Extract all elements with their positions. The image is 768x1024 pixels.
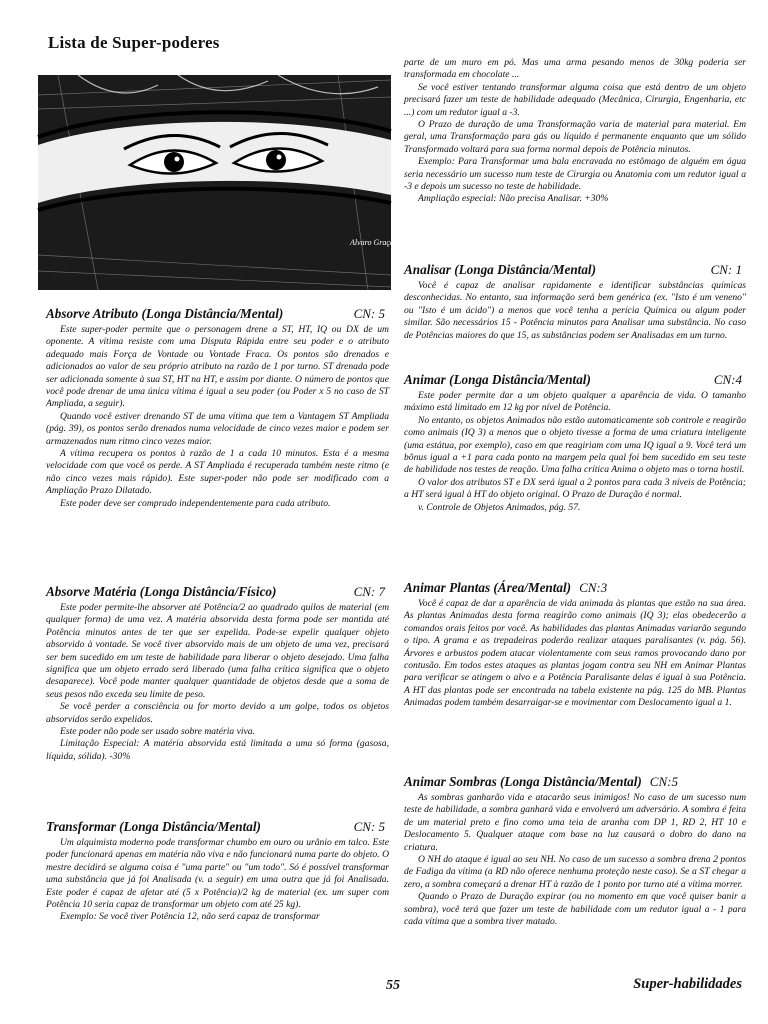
masked-eyes-drawing bbox=[38, 75, 404, 290]
entry-paragraph: Exemplo: Se você tiver Potência 12, não será capaz de transformar bbox=[60, 911, 320, 923]
entry-absorve-materia bbox=[46, 584, 389, 763]
continuation-paragraph: Exemplo: Para Transformar uma bala encravada no estômago de alguém em água seria necessário um sucesso num teste de Cirurgia ou Anatomia com um redutor igual a -3 e depois um sucesso no teste de habilidade. bbox=[404, 156, 746, 193]
entry-cn: CN:4 bbox=[713, 372, 742, 387]
entry-cn: CN: 5 bbox=[353, 819, 385, 834]
entry-animar-sombras bbox=[404, 774, 746, 928]
continuation-paragraph: O Prazo de duração de uma Transformação varia de material para material. Em geral, uma Transformação para gás ou líquido é permanente enquanto que um sólido Transformado voltará para sua forma normal depois de Potência minutos. bbox=[404, 119, 746, 155]
entry-paragraph: Quando o Prazo de Duração expirar (ou no momento em que você quiser banir a sombra), você terá que fazer um teste de habilidade com um redutor igual a - 1 para cada vítima que a sombra tiver matado. bbox=[404, 891, 746, 928]
comic-eyes-illustration bbox=[38, 75, 404, 290]
entry-paragraph: Se você perder a consciência ou for morto devido a um golpe, todos os objetos absorvidos serão expelidos. bbox=[46, 701, 389, 725]
page-header: Lista de Super-poderes bbox=[48, 33, 220, 52]
entry-animar-plantas bbox=[404, 580, 746, 710]
entry-paragraph: No entanto, os objetos Animados não estão automaticamente sob controle e reagirão como animais (IQ 3) a menos que o objeto tivesse a forma de uma criatura inteligente (uma estátua, por exemplo), caso em que reagiriam com uma IQ igual a 9. Você terá um bônus igual a +1 para cada ponto na margem pela qual foi bem sucedido em seu teste de habilidade nos testes de reação. Uma falha crítica Anima o objeto mas o torna hostil. bbox=[404, 414, 746, 476]
entry-paragraph: v. Controle de Objetos Animados, pág. 57. bbox=[418, 501, 581, 513]
entry-paragraph: Este poder deve ser comprado independentemente para cada atributo. bbox=[60, 497, 331, 509]
entry-title: Animar (Longa Distância/Mental) bbox=[404, 372, 591, 387]
entry-title: Animar Sombras (Longa Distância/Mental) bbox=[404, 774, 642, 789]
entry-paragraph: Quando você estiver drenando ST de uma vítima que tem a Vantagem ST Ampliada (pág. 39), os pontos serão drenados numa velocidade de cinco vezes maior e podem ser armazenados num ritmo cinco vezes maior. bbox=[46, 410, 389, 447]
entry-absorve-atributo bbox=[46, 306, 389, 510]
entry-paragraph: O valor dos atributos ST e DX será igual a 2 pontos para cada 3 níveis de Potência; a HT será igual à HT do objeto original. O Prazo de Duração é normal. bbox=[404, 476, 746, 501]
entry-title: Absorve Atributo (Longa Distância/Mental) bbox=[46, 306, 284, 321]
running-title: Super-habilidades bbox=[633, 976, 742, 992]
entry-paragraph: Este poder permite-lhe absorver até Potência/2 ao quadrado quilos de material (em qualquer forma) de uma vez. A matéria absorvida desta forma pode ser mantida até Potência minutos antes de ter que ser expelida. Pode-se expelir qualquer objeto absorvido à vontade. Se você tiver absorvido mais de um objeto de uma vez, precisará ser bem sucedido em um teste de habilidade para liberar o objeto desejado. Uma falha significa que um objeto errado será liberado (uma falha crítica significa que o objeto desaparece). Você pode manter qualquer quantidade de objetos desde que a soma de seus pesos não exceda seu limite de peso. bbox=[46, 602, 389, 700]
continuation-paragraph: parte de um muro em pó. Mas uma arma pesando menos de 30kg poderia ser transformada em chocolate ... bbox=[404, 57, 746, 81]
entry-transformar bbox=[46, 819, 389, 924]
entry-paragraph: O NH do ataque é igual ao seu NH. No caso de um sucesso a sombra drena 2 pontos de Fadiga da vítima (a RD não oferece nenhuma proteção neste caso). Se a ST chegar a zero, a sombra começará a drenar HT à razão de 1 ponto por turno até a vítima morrer. bbox=[404, 854, 746, 890]
transformar-continuation bbox=[404, 57, 746, 206]
entry-paragraph: Você é capaz de analisar rapidamente e identificar substâncias químicas desconhecidas. No entanto, sua informação será bem genérica (ex. "Isto é um veneno" ou "Isto é um ácido") a menos que você tenha a perícia Química ou algum poder similar. São necessários 15 - Potência minutos para Analisar uma substância. No caso de Potências maiores do que 15, as substâncias podem ser Analisadas em um turno. bbox=[404, 280, 746, 341]
page-number: 55 bbox=[386, 978, 400, 993]
entry-paragraph: Este poder permite dar a um objeto qualquer a aparência de vida. O tamanho máximo está limitado em 12 kg por nível de Potência. bbox=[404, 390, 746, 414]
entry-analisar bbox=[404, 262, 746, 342]
entry-title: Analisar (Longa Distância/Mental) bbox=[404, 262, 596, 277]
entry-title: Animar Plantas (Área/Mental) bbox=[404, 580, 572, 595]
entry-cn: CN: 5 bbox=[353, 306, 385, 321]
entry-cn: CN:3 bbox=[579, 580, 608, 595]
entry-paragraph: Este poder não pode ser usado sobre matéria viva. bbox=[60, 726, 255, 738]
entry-animar bbox=[404, 372, 746, 514]
continuation-paragraph: Se você estiver tentando transformar alguma coisa que está dentro de um objeto precisará fazer um teste de habilidade adequado (Mecânica, Cirurgia, Engenharia, etc ...) com um redutor igual a -3. bbox=[404, 81, 746, 118]
illustration-signature: Alvaro Graça 91 bbox=[350, 238, 404, 247]
entry-paragraph: As sombras ganharão vida e atacarão seus inimigos! No caso de um sucesso num teste de habilidade, a sombra ganhará vida e envolverá um adversário. A sombra é feita de um material preto e fino como uma teia de aranha com DP 1, RD 2, HT 10 e Deslocamento 5. Qualquer ataque com base na luz causará o dobro do dano na criatura. bbox=[404, 792, 746, 853]
entry-cn: CN: 1 bbox=[710, 262, 742, 277]
entry-paragraph: Um alquimista moderno pode transformar chumbo em ouro ou urânio em talco. Este poder funcionará apenas em matéria não viva e não funcionará numa parte do objeto. O mestre decidirá se alguma coisa é "uma parte" ou "um todo". Só é possível transformar uma substância que já foi Analisada (v. a seguir) em uma outra que já foi Analisada. Este poder é capaz de afetar até (5 x Potência)/2 kg de material (ex. um super com Potência 10 seria capaz de transformar um objeto com até 25 kg). bbox=[46, 837, 389, 911]
entry-paragraph: Limitação Especial: A matéria absorvida está limitada a uma só forma (gasosa, líquida, sólida). -30% bbox=[46, 738, 389, 762]
entry-paragraph: A vítima recupera os pontos à razão de 1 a cada 10 minutos. Esta é a mesma velocidade com que você os perde. A ST Ampliada é recuperada também neste ritmo (e não cinco vezes mais rápido). Este super-poder não pode ser modificado com a Ampliação Prazo Dilatado. bbox=[46, 448, 389, 497]
entry-title: Transformar (Longa Distância/Mental) bbox=[46, 819, 261, 834]
continuation-paragraph: Ampliação especial: Não precisa Analisar. +30% bbox=[418, 193, 609, 205]
entry-title: Absorve Matéria (Longa Distância/Físico) bbox=[46, 584, 277, 599]
entry-cn: CN: 7 bbox=[353, 584, 385, 599]
entry-paragraph: Você é capaz de dar a aparência de vida animada às plantas que estão na sua área. As plantas Animadas desta forma reagirão como animais (IQ 3); elas obedecerão a comandos orais feitos por você. As habilidades das plantas Animadas variarão segundo o tipo. A grama e as trepadeiras poderão realizar ataques paralisantes (v. pág. 56). Árvores e arbustos podem atacar violentamente com seus ramos provocando dano por contusão. Em todos estes ataques as plantas jogam contra seu NH em Animar Plantas para verificar se atingem o alvo e a Potência Paralisante delas é igual à sua Potência. A HT das plantas pode ser encontrada na tabela existente na pág. 125 do MB. Plantas Animadas podem também desarraigar-se e movimentar com Deslocamento igual a 1. bbox=[404, 598, 746, 709]
entry-paragraph: Este super-poder permite que o personagem drene a ST, HT, IQ ou DX de um oponente. A vítima resiste com uma Disputa Rápida entre seu poder e o atributo adequado mais Força de Vontade ou Vontade Fraca. Os pontos são drenados e adicionados ao valor de seu próprio atributo na razão de 1 por turno. ST drenada pode ser adicionada somente à sua ST, HT na HT, e assim por diante. O número de pontos que você pode drenar de uma única vítima é igual a seu poder (ou Poder x 5 no caso de ST Ampliada, a seguir). bbox=[46, 324, 389, 410]
entry-cn: CN:5 bbox=[649, 774, 678, 789]
